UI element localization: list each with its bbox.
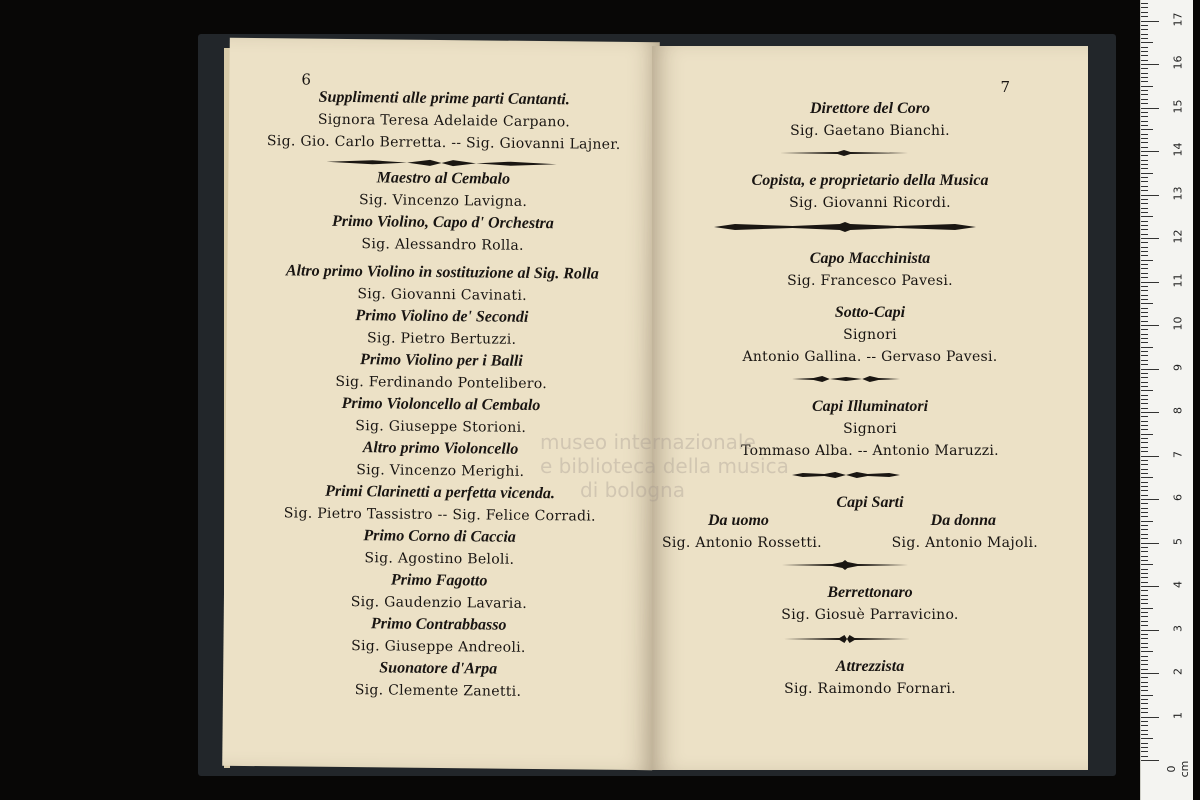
ruler-tick bbox=[1141, 677, 1148, 678]
ruler-tick bbox=[1141, 682, 1148, 683]
ruler-tick bbox=[1141, 142, 1148, 143]
ruler-number: 11 bbox=[1171, 273, 1185, 287]
ruler-tick bbox=[1141, 225, 1148, 226]
ruler-tick bbox=[1141, 421, 1148, 422]
ruler-tick bbox=[1141, 282, 1159, 283]
ruler-tick bbox=[1141, 221, 1148, 222]
ruler-tick bbox=[1141, 260, 1153, 261]
ornament-divider bbox=[780, 148, 908, 158]
watermark-line: museo internazionale bbox=[540, 430, 756, 454]
ruler-number: 12 bbox=[1171, 229, 1185, 244]
name-line: Sig. Pietro Tassistro -- Sig. Felice Corradi. bbox=[283, 505, 596, 525]
section-heading: Attrezzista bbox=[835, 658, 905, 675]
ruler-tick bbox=[1141, 403, 1148, 404]
ruler-tick bbox=[1141, 664, 1148, 665]
ruler-tick bbox=[1141, 316, 1148, 317]
section-heading: Direttore del Coro bbox=[810, 100, 930, 117]
ruler-tick bbox=[1141, 138, 1148, 139]
ruler-tick bbox=[1141, 408, 1148, 409]
ornament-divider bbox=[792, 470, 900, 480]
ruler-tick bbox=[1141, 81, 1148, 82]
ruler-tick bbox=[1141, 660, 1148, 661]
ruler-tick bbox=[1141, 538, 1148, 539]
ruler-tick bbox=[1141, 569, 1148, 570]
ruler-tick bbox=[1141, 416, 1148, 417]
ruler-tick bbox=[1141, 616, 1148, 617]
ruler-tick bbox=[1141, 238, 1159, 239]
ruler-tick bbox=[1141, 490, 1148, 491]
section-heading: Primi Clarinetti a perfetta vicenda. bbox=[325, 482, 556, 503]
ruler-tick bbox=[1141, 25, 1148, 26]
names-row bbox=[652, 532, 1088, 554]
ruler-number: 13 bbox=[1171, 186, 1185, 200]
ruler-tick bbox=[1141, 164, 1148, 165]
ruler-tick bbox=[1141, 195, 1159, 196]
ruler-tick bbox=[1141, 625, 1148, 626]
ruler-tick bbox=[1141, 556, 1148, 557]
ruler-tick bbox=[1141, 334, 1148, 335]
ruler-tick bbox=[1141, 177, 1148, 178]
watermark bbox=[540, 430, 789, 502]
ruler-tick bbox=[1141, 638, 1148, 639]
ruler-tick bbox=[1141, 708, 1148, 709]
ruler-tick bbox=[1141, 181, 1148, 182]
ruler-tick bbox=[1141, 347, 1153, 348]
ruler-tick bbox=[1141, 321, 1148, 322]
ruler-tick bbox=[1141, 734, 1148, 735]
name-line: Signora Teresa Adelaide Carpano. bbox=[317, 111, 571, 131]
ruler-tick bbox=[1141, 34, 1148, 35]
ruler-tick bbox=[1141, 725, 1148, 726]
ruler-tick bbox=[1141, 703, 1148, 704]
ruler-number: 5 bbox=[1171, 537, 1185, 545]
ruler-tick bbox=[1141, 499, 1159, 500]
page-number: 7 bbox=[1000, 78, 1010, 96]
ruler-tick bbox=[1141, 42, 1153, 43]
ruler-tick bbox=[1141, 456, 1159, 457]
ruler-tick bbox=[1141, 590, 1148, 591]
watermark-line: di bologna bbox=[580, 478, 685, 502]
ruler-tick bbox=[1141, 656, 1148, 657]
ruler-number: 16 bbox=[1171, 55, 1185, 70]
ruler-tick bbox=[1141, 399, 1148, 400]
section-heading: Primo Violino per i Balli bbox=[360, 351, 523, 370]
ruler-tick bbox=[1141, 308, 1148, 309]
ruler-tick bbox=[1141, 512, 1148, 513]
ruler-tick bbox=[1141, 751, 1148, 752]
ruler-tick bbox=[1141, 464, 1148, 465]
ruler-tick bbox=[1141, 7, 1148, 8]
ruler-tick bbox=[1141, 86, 1153, 87]
section-heading: Primo Fagotto bbox=[390, 571, 488, 590]
ruler-tick bbox=[1141, 186, 1148, 187]
ruler-tick bbox=[1141, 312, 1148, 313]
ruler-tick bbox=[1141, 525, 1148, 526]
ruler-tick bbox=[1141, 47, 1148, 48]
ruler-tick bbox=[1141, 643, 1148, 644]
subheading-left: Da uomo bbox=[708, 512, 769, 529]
section-heading: Berrettonaro bbox=[827, 584, 913, 601]
name-line: Sig. Gio. Carlo Berretta. -- Sig. Giovanni Lajner. bbox=[266, 133, 621, 153]
ruler-tick bbox=[1141, 299, 1148, 300]
ornament-divider bbox=[784, 634, 910, 644]
ruler-tick bbox=[1141, 529, 1148, 530]
ruler-tick bbox=[1141, 108, 1159, 109]
name-line: Antonio Gallina. -- Gervaso Pavesi. bbox=[742, 349, 998, 365]
ruler-tick bbox=[1141, 608, 1153, 609]
ruler-tick bbox=[1141, 756, 1148, 757]
ruler-tick bbox=[1141, 429, 1148, 430]
section-heading: Primo Corno di Caccia bbox=[363, 527, 516, 546]
subheading-right: Da donna bbox=[930, 512, 996, 529]
name-line: Sig. Clemente Zanetti. bbox=[354, 682, 522, 700]
right-page bbox=[652, 46, 1088, 770]
name-line: Sig. Vincenzo Merighi. bbox=[356, 462, 525, 480]
ruler-number: 3 bbox=[1171, 624, 1185, 632]
ruler-tick bbox=[1141, 51, 1148, 52]
ruler-tick bbox=[1141, 373, 1148, 374]
ruler-number: 6 bbox=[1171, 494, 1185, 501]
ruler-tick bbox=[1141, 495, 1148, 496]
name-line: Sig. Alessandro Rolla. bbox=[361, 236, 524, 254]
ruler-tick bbox=[1141, 168, 1148, 169]
section-heading: Primo Violoncello al Cembalo bbox=[341, 394, 541, 415]
ruler-tick bbox=[1141, 634, 1148, 635]
watermark-line: e biblioteca della musica bbox=[540, 454, 789, 478]
ruler-tick bbox=[1141, 712, 1148, 713]
page-number: 6 bbox=[301, 70, 312, 89]
ruler-tick bbox=[1141, 603, 1148, 604]
ruler-tick bbox=[1141, 503, 1148, 504]
name-line: Sig. Giuseppe Andreoli. bbox=[351, 638, 526, 656]
ruler-number: 2 bbox=[1171, 668, 1185, 675]
ruler-tick bbox=[1141, 630, 1159, 631]
name-line: Sig. Giovanni Cavinati. bbox=[357, 286, 527, 304]
ruler-tick bbox=[1141, 21, 1159, 22]
ruler-tick bbox=[1141, 469, 1148, 470]
ruler-tick bbox=[1141, 651, 1153, 652]
ruler-tick bbox=[1141, 199, 1148, 200]
ruler-tick bbox=[1141, 612, 1148, 613]
ruler-tick bbox=[1141, 338, 1148, 339]
ruler-tick bbox=[1141, 595, 1148, 596]
ruler-tick bbox=[1141, 342, 1148, 343]
ruler-tick bbox=[1141, 364, 1148, 365]
ruler-tick bbox=[1141, 482, 1148, 483]
ruler-number: 8 bbox=[1171, 407, 1185, 414]
ornament-divider bbox=[792, 374, 900, 384]
section-heading: Suonatore d'Arpa bbox=[379, 659, 498, 678]
ruler-tick bbox=[1141, 55, 1148, 56]
ruler-tick bbox=[1141, 560, 1148, 561]
section-heading: Capo Macchinista bbox=[809, 250, 931, 267]
ruler-tick bbox=[1141, 229, 1148, 230]
name-line: Sig. Gaetano Bianchi. bbox=[790, 123, 950, 139]
name-line: Sig. Giovanni Ricordi. bbox=[789, 195, 951, 211]
ruler-tick bbox=[1141, 586, 1159, 587]
ruler-tick bbox=[1141, 508, 1148, 509]
ruler-tick bbox=[1141, 129, 1153, 130]
ruler-tick bbox=[1141, 12, 1148, 13]
ruler-tick bbox=[1141, 190, 1148, 191]
ruler-tick bbox=[1141, 16, 1148, 17]
section-heading: Supplimenti alle prime parti Cantanti. bbox=[318, 88, 570, 109]
ruler-tick bbox=[1141, 216, 1153, 217]
ruler-tick bbox=[1141, 451, 1148, 452]
ruler-tick bbox=[1141, 573, 1148, 574]
ruler-tick bbox=[1141, 382, 1148, 383]
name-line: Tommaso Alba. -- Antonio Maruzzi. bbox=[741, 443, 999, 459]
ruler-tick bbox=[1141, 303, 1153, 304]
ruler-number: 9 bbox=[1171, 363, 1185, 371]
section-heading: Primo Violino, Capo d' Orchestra bbox=[331, 212, 554, 233]
ruler-number: 15 bbox=[1171, 99, 1185, 113]
ruler-tick bbox=[1141, 582, 1148, 583]
ruler-tick bbox=[1141, 425, 1148, 426]
ruler-tick bbox=[1141, 268, 1148, 269]
ruler-tick bbox=[1141, 277, 1148, 278]
ruler-tick bbox=[1141, 730, 1148, 731]
name-line: Sig. Francesco Pavesi. bbox=[787, 273, 953, 289]
ruler-number: 14 bbox=[1171, 142, 1185, 157]
ruler-tick bbox=[1141, 121, 1148, 122]
ruler-tick bbox=[1141, 3, 1148, 4]
ruler-tick bbox=[1141, 473, 1148, 474]
ruler-tick bbox=[1141, 203, 1148, 204]
ruler-tick bbox=[1141, 547, 1148, 548]
ruler-tick bbox=[1141, 147, 1148, 148]
ruler-tick bbox=[1141, 695, 1153, 696]
ruler-tick bbox=[1141, 290, 1148, 291]
ruler-tick bbox=[1141, 760, 1159, 761]
section-heading: Maestro al Cembalo bbox=[376, 169, 511, 188]
ruler-tick bbox=[1141, 103, 1148, 104]
ruler-tick bbox=[1141, 60, 1148, 61]
ruler-tick bbox=[1141, 64, 1159, 65]
ruler-tick bbox=[1141, 273, 1148, 274]
ornament-divider bbox=[714, 222, 976, 232]
ruler-tick bbox=[1141, 447, 1148, 448]
ruler-tick bbox=[1141, 325, 1159, 326]
measuring-ruler bbox=[1140, 0, 1193, 800]
section-heading: Primo Violino de' Secondi bbox=[355, 307, 529, 326]
ruler-tick bbox=[1141, 551, 1148, 552]
name-line: Sig. Vincenzo Lavigna. bbox=[358, 192, 528, 210]
ruler-tick bbox=[1141, 599, 1148, 600]
ruler-tick bbox=[1141, 543, 1159, 544]
ruler-tick bbox=[1141, 395, 1148, 396]
ruler-tick bbox=[1141, 90, 1148, 91]
ruler-tick bbox=[1141, 329, 1148, 330]
name-line: Sig. Giosuè Parravicino. bbox=[781, 607, 959, 623]
ruler-tick bbox=[1141, 377, 1148, 378]
ruler-tick bbox=[1141, 434, 1153, 435]
ruler-tick bbox=[1141, 669, 1148, 670]
ruler-tick bbox=[1141, 116, 1148, 117]
ruler-number: 1 bbox=[1171, 711, 1185, 719]
section-heading: Altro primo Violoncello bbox=[362, 439, 519, 458]
ruler-tick bbox=[1141, 621, 1148, 622]
name-right: Sig. Antonio Majoli. bbox=[891, 535, 1038, 551]
name-line: Sig. Agostino Beloli. bbox=[364, 550, 515, 568]
ruler-tick bbox=[1141, 686, 1148, 687]
ruler-tick bbox=[1141, 460, 1148, 461]
section-heading: Altro primo Violino in sostituzione al Sig. Rolla bbox=[285, 262, 599, 283]
ruler-tick bbox=[1141, 264, 1148, 265]
name-line: Sig. Gaudenzio Lavaria. bbox=[350, 594, 528, 612]
ruler-tick bbox=[1141, 717, 1159, 718]
ruler-tick bbox=[1141, 747, 1148, 748]
ruler-tick bbox=[1141, 360, 1148, 361]
ruler-tick bbox=[1141, 699, 1148, 700]
section-heading: Capi Sarti bbox=[836, 494, 904, 511]
ruler-tick bbox=[1141, 155, 1148, 156]
ruler-tick bbox=[1141, 647, 1148, 648]
ruler-tick bbox=[1141, 721, 1148, 722]
ruler-tick bbox=[1141, 438, 1148, 439]
ruler-tick bbox=[1141, 242, 1148, 243]
ruler-tick bbox=[1141, 234, 1148, 235]
name-line: Signori bbox=[843, 421, 897, 437]
ruler-tick bbox=[1141, 173, 1153, 174]
ruler-tick bbox=[1141, 386, 1148, 387]
ruler-tick bbox=[1141, 412, 1159, 413]
ruler-tick bbox=[1141, 112, 1148, 113]
ruler-tick bbox=[1141, 125, 1148, 126]
ruler-tick bbox=[1141, 577, 1148, 578]
section-heading: Copista, e proprietario della Musica bbox=[751, 172, 989, 189]
ruler-tick bbox=[1141, 160, 1148, 161]
name-line: Sig. Ferdinando Pontelibero. bbox=[335, 373, 548, 393]
ruler-tick bbox=[1141, 212, 1148, 213]
ruler-tick bbox=[1141, 369, 1159, 370]
ruler-tick bbox=[1141, 351, 1148, 352]
ruler-tick bbox=[1141, 486, 1148, 487]
ruler-tick bbox=[1141, 151, 1159, 152]
section-heading: Primo Contrabbasso bbox=[370, 615, 507, 634]
ruler-number: 10 bbox=[1171, 316, 1185, 331]
subheading-row bbox=[652, 510, 1088, 532]
ruler-tick bbox=[1141, 99, 1148, 100]
ruler-tick bbox=[1141, 251, 1148, 252]
ruler-number: 4 bbox=[1171, 581, 1185, 588]
ruler-tick bbox=[1141, 534, 1148, 535]
section-heading: Sotto-Capi bbox=[834, 304, 906, 321]
ruler-tick bbox=[1141, 134, 1148, 135]
ruler-tick bbox=[1141, 38, 1148, 39]
ruler-number: 17 bbox=[1171, 12, 1185, 26]
ruler-tick bbox=[1141, 73, 1148, 74]
ruler-tick bbox=[1141, 516, 1148, 517]
ruler-tick bbox=[1141, 564, 1153, 565]
ruler-tick bbox=[1141, 521, 1153, 522]
name-line: Signori bbox=[843, 327, 897, 343]
ruler-tick bbox=[1141, 247, 1148, 248]
ruler-tick bbox=[1141, 743, 1148, 744]
ruler-tick bbox=[1141, 355, 1148, 356]
ruler-tick bbox=[1141, 208, 1148, 209]
name-line: Sig. Giuseppe Storioni. bbox=[355, 418, 527, 436]
ruler-number: 7 bbox=[1171, 450, 1185, 458]
ruler-tick bbox=[1141, 77, 1148, 78]
ruler-tick bbox=[1141, 286, 1148, 287]
left-page bbox=[222, 38, 660, 770]
ruler-tick bbox=[1141, 390, 1153, 391]
ruler-tick bbox=[1141, 690, 1148, 691]
ruler-tick bbox=[1141, 255, 1148, 256]
ruler-tick bbox=[1141, 477, 1153, 478]
ruler-tick bbox=[1141, 673, 1159, 674]
ruler-tick bbox=[1141, 29, 1148, 30]
name-line: Sig. Pietro Bertuzzi. bbox=[366, 330, 517, 348]
ornament-divider bbox=[782, 560, 908, 570]
ruler-tick bbox=[1141, 442, 1148, 443]
section-heading: Capi Illuminatori bbox=[811, 398, 929, 415]
ruler-tick bbox=[1141, 295, 1148, 296]
ruler-tick bbox=[1141, 68, 1148, 69]
ruler-unit-label: 0 cm bbox=[1165, 760, 1191, 778]
name-left: Sig. Antonio Rossetti. bbox=[662, 535, 822, 551]
name-line: Sig. Raimondo Fornari. bbox=[784, 681, 956, 697]
ruler-tick bbox=[1141, 94, 1148, 95]
ruler-tick bbox=[1141, 738, 1153, 739]
